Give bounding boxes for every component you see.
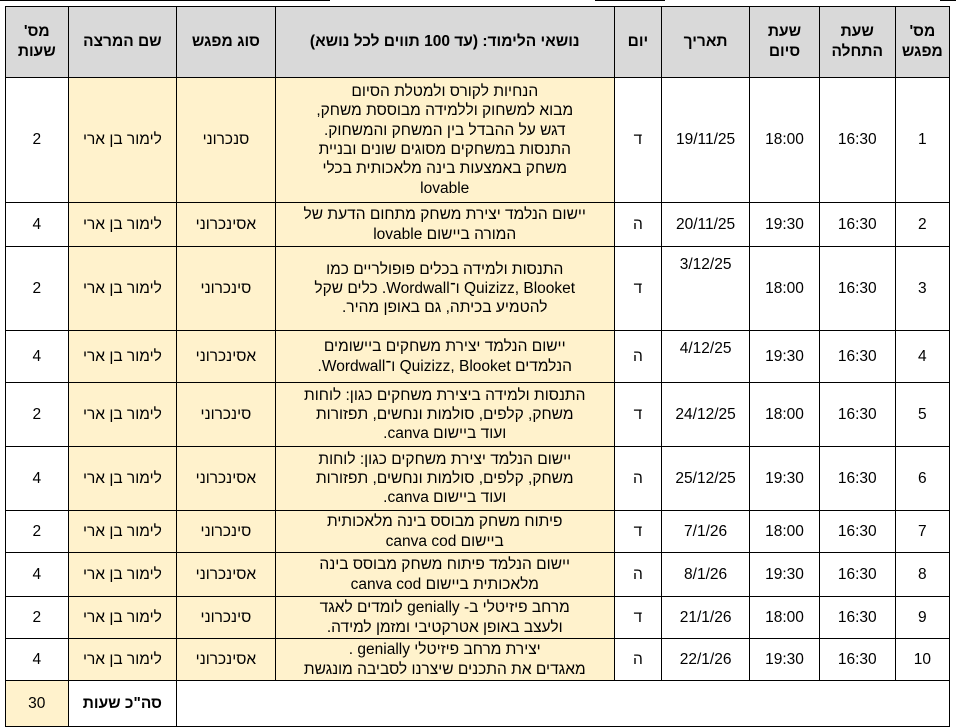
topic-line: הנחיות לקורס ולמטלת הסיום: [351, 83, 539, 101]
session-date: 19/11/25: [662, 78, 750, 203]
topic-line: מלאכותית ביישום canva cod: [350, 575, 539, 593]
session-hours: 4: [6, 203, 69, 247]
trainer-name: לימור בן ארי: [68, 447, 177, 511]
session-number: 7: [895, 511, 949, 553]
end-time: 19:30: [750, 203, 820, 247]
session-number: 9: [895, 597, 949, 639]
trainer-name: לימור בן ארי: [68, 639, 177, 681]
trainer-name: לימור בן ארי: [68, 597, 177, 639]
trainer-name: לימור בן ארי: [68, 247, 177, 331]
session-type: סינכרוני: [177, 597, 275, 639]
session-date: 4/12/25: [662, 331, 750, 383]
topic-line: יישום הנלמד יצירת משחקים ביישומים: [323, 338, 566, 356]
session-number: 10: [895, 639, 949, 681]
session-hours: 2: [6, 597, 69, 639]
end-time: 18:00: [750, 383, 820, 447]
topic-line: ועוד ביישום canva.: [383, 425, 507, 443]
session-hours: 2: [6, 78, 69, 203]
start-time: 16:30: [819, 247, 895, 331]
table-row: [6, 553, 950, 597]
table-row: [6, 331, 950, 383]
session-day: ה: [614, 447, 661, 511]
table-row: [6, 447, 950, 511]
topic-line: ולעצב באופן אטרקטיבי ומזמן למידה.: [326, 618, 563, 636]
header-hours: מס' שעות: [6, 7, 69, 78]
start-time: 16:30: [819, 511, 895, 553]
end-time: 19:30: [750, 639, 820, 681]
start-time: 16:30: [819, 597, 895, 639]
start-time: 16:30: [819, 331, 895, 383]
start-time: 16:30: [819, 553, 895, 597]
total-label: סה"כ שעות: [68, 681, 177, 727]
session-topic: [275, 511, 614, 553]
topic-line: יישום הנלמד יצירת משחק מתחום הדעת של: [303, 206, 586, 224]
session-day: ד: [614, 78, 661, 203]
topic-line: המורה ביישום lovable: [373, 225, 517, 243]
session-topic: [275, 447, 614, 511]
topic-line: משחק באמצעות בינה מלאכותית בכלי: [322, 160, 567, 178]
session-topic: [275, 383, 614, 447]
end-time: 18:00: [750, 511, 820, 553]
trainer-name: לימור בן ארי: [68, 511, 177, 553]
trainer-name: לימור בן ארי: [68, 78, 177, 203]
session-type: אסינכרוני: [177, 553, 275, 597]
topic-line: מאגדים את התכנים שיצרנו לסביבה מונגשת: [303, 660, 586, 678]
session-hours: 2: [6, 511, 69, 553]
topic-line: Quizizz, Blooket ו־Wordwall. כלים שקל: [314, 279, 576, 297]
trainer-name: לימור בן ארי: [68, 331, 177, 383]
session-type: אסינכרוני: [177, 203, 275, 247]
table-row: [6, 203, 950, 247]
topic-line: יישום הנלמד פיתוח משחק מבוסס בינה: [319, 556, 571, 574]
trainer-name: לימור בן ארי: [68, 553, 177, 597]
session-type: סינכרוני: [177, 247, 275, 331]
session-hours: 2: [6, 247, 69, 331]
session-day: ה: [614, 203, 661, 247]
session-day: ד: [614, 383, 661, 447]
session-topic: [275, 553, 614, 597]
table-body: [6, 78, 950, 727]
session-type: סינכרוני: [177, 511, 275, 553]
start-time: 16:30: [819, 447, 895, 511]
session-topic: [275, 203, 614, 247]
session-date: 25/12/25: [662, 447, 750, 511]
session-date: 8/1/26: [662, 553, 750, 597]
session-type: אסינכרוני: [177, 331, 275, 383]
session-topic: [275, 78, 614, 203]
end-time: 19:30: [750, 331, 820, 383]
session-day: ה: [614, 639, 661, 681]
session-topic: [275, 639, 614, 681]
session-day: ד: [614, 511, 661, 553]
total-spacer: [177, 681, 950, 727]
end-time: 19:30: [750, 447, 820, 511]
header-end-time: שעת סיום: [750, 7, 820, 78]
session-hours: 4: [6, 331, 69, 383]
total-hours: 30: [6, 681, 69, 727]
session-hours: 2: [6, 383, 69, 447]
header-date: תאריך: [662, 7, 750, 78]
topic-line: ביישום canva cod: [385, 532, 504, 550]
session-date: 24/12/25: [662, 383, 750, 447]
session-date: 21/1/26: [662, 597, 750, 639]
end-time: 18:00: [750, 597, 820, 639]
start-time: 16:30: [819, 639, 895, 681]
total-row: [6, 681, 950, 727]
session-number: 4: [895, 331, 949, 383]
session-number: 6: [895, 447, 949, 511]
session-topic: [275, 247, 614, 331]
session-type: סינכרוני: [177, 383, 275, 447]
session-topic: [275, 331, 614, 383]
topic-line: מבוא למשחוק וללמידה מבוססת משחק,: [316, 102, 574, 120]
end-time: 19:30: [750, 553, 820, 597]
session-hours: 4: [6, 553, 69, 597]
table-row: [6, 511, 950, 553]
session-hours: 4: [6, 639, 69, 681]
start-time: 16:30: [819, 203, 895, 247]
header-session-number: מס' מפגש: [895, 7, 949, 78]
end-time: 18:00: [750, 78, 820, 203]
topic-line: פיתוח משחק מבוסס בינה מלאכותית: [326, 513, 563, 531]
schedule-table: [5, 6, 950, 727]
session-number: 5: [895, 383, 949, 447]
session-date: 20/11/25: [662, 203, 750, 247]
session-type: סנכרוני: [177, 78, 275, 203]
topic-line: יישום הנלמד יצירת משחקים כגון: לוחות: [318, 450, 572, 468]
table-row: [6, 639, 950, 681]
topic-line: התנסות ולמידה בכלים פופולריים כמו: [326, 260, 564, 278]
table-row: [6, 383, 950, 447]
session-date: 7/1/26: [662, 511, 750, 553]
session-type: אסינכרוני: [177, 447, 275, 511]
session-day: ד: [614, 597, 661, 639]
table-row: [6, 597, 950, 639]
topic-line: מרחב פיזיטלי ב- genially לומדים לאגד: [319, 599, 570, 617]
session-number: 1: [895, 78, 949, 203]
session-number: 3: [895, 247, 949, 331]
topic-line: lovable: [420, 179, 470, 197]
topic-line: משחק, קלפים, סולמות ונחשים, תפזורות: [315, 469, 574, 487]
topic-line: משחק, קלפים, סולמות ונחשים, תפזורות: [315, 405, 574, 423]
trainer-name: לימור בן ארי: [68, 203, 177, 247]
session-date: 22/1/26: [662, 639, 750, 681]
header-session-type: סוג מפגש: [177, 7, 275, 78]
session-number: 8: [895, 553, 949, 597]
header-topics: נושאי הלימוד: (עד 100 תווים לכל נושא): [275, 7, 614, 78]
topic-line: דגש על ההבדל בין המשחק והמשחוק.: [323, 121, 566, 139]
end-time: 18:00: [750, 247, 820, 331]
header-day: יום: [614, 7, 661, 78]
start-time: 16:30: [819, 383, 895, 447]
table-header: [6, 7, 950, 78]
table-row: [6, 78, 950, 203]
topic-line: התנסות ולמידה ביצירת משחקים כגון: לוחות: [304, 386, 586, 404]
table-row: [6, 247, 950, 331]
topic-line: ועוד ביישום canva.: [383, 489, 507, 507]
session-day: ה: [614, 553, 661, 597]
session-hours: 4: [6, 447, 69, 511]
header-trainer: שם המרצה: [68, 7, 177, 78]
trainer-name: לימור בן ארי: [68, 383, 177, 447]
start-time: 16:30: [819, 78, 895, 203]
session-day: ד: [614, 247, 661, 331]
session-number: 2: [895, 203, 949, 247]
session-type: אסינכרוני: [177, 639, 275, 681]
session-date: 3/12/25: [662, 247, 750, 331]
session-topic: [275, 597, 614, 639]
topic-line: הנלמדים Quizizz, Blooket ו־Wordwall.: [317, 357, 572, 375]
topic-line: התנסות במשחקים מסוגים שונים ובניית: [318, 141, 571, 158]
session-day: ה: [614, 331, 661, 383]
topic-line: יצירת מרחב פיזיטלי genially .: [348, 641, 541, 659]
topic-line: להטמיע בכיתה, גם באופן מהיר.: [342, 299, 548, 317]
header-start-time: שעת התחלה: [819, 7, 895, 78]
